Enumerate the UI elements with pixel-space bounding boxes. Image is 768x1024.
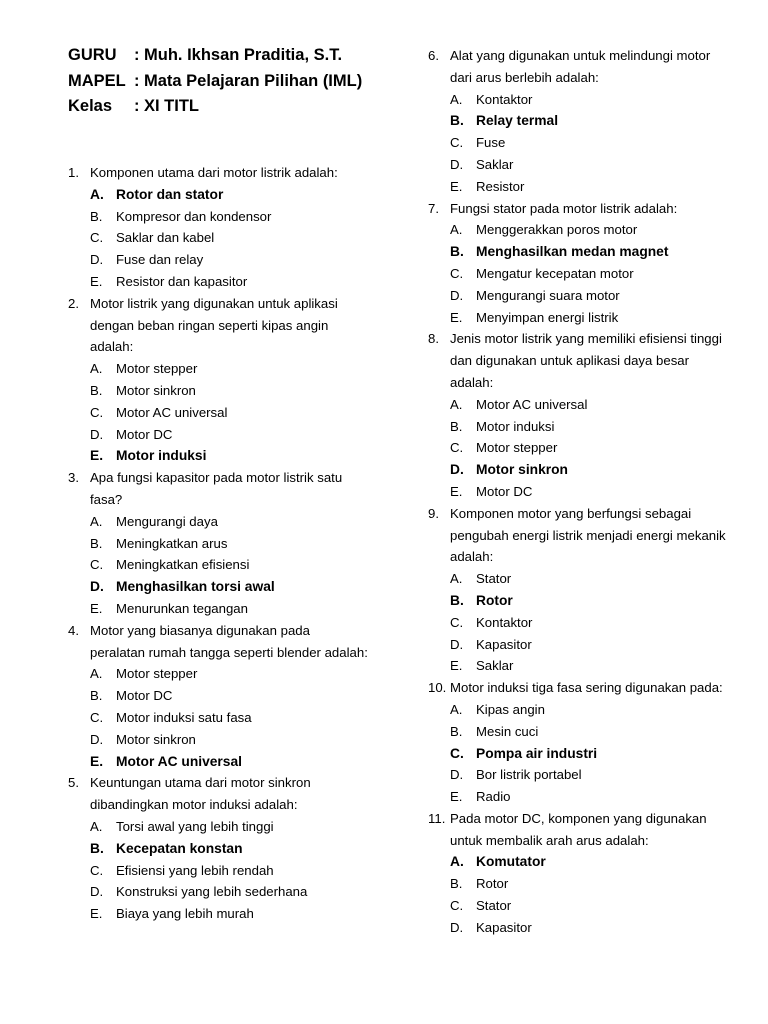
option-text: Motor stepper — [116, 666, 198, 682]
option-letter: D. — [90, 426, 104, 442]
question-block — [68, 467, 368, 620]
option-letter: B. — [450, 723, 463, 739]
option-text: Fuse dan relay — [116, 252, 204, 268]
question-stem — [68, 162, 368, 184]
option-text: Kontaktor — [476, 91, 533, 107]
option-letter: A. — [450, 571, 463, 587]
question-stem — [428, 198, 728, 220]
question-number: 11. — [428, 810, 446, 826]
option-letter: E. — [450, 309, 463, 325]
question-stem — [428, 328, 728, 393]
header-value: Muh. Ikhsan Praditia, S.T. — [144, 46, 343, 64]
question-number: 7. — [428, 200, 439, 216]
answer-option-correct — [68, 184, 368, 206]
option-text: Kontaktor — [476, 614, 533, 630]
answer-option — [428, 895, 728, 917]
question-number: 2. — [68, 295, 79, 311]
question-text: Keuntungan utama dari motor sinkron dibandingkan motor induksi adalah: — [90, 775, 311, 813]
question-stem — [428, 503, 728, 568]
option-letter: A. — [450, 396, 463, 412]
option-letter: B. — [90, 535, 103, 551]
question-text: Komponen motor yang berfungsi sebagai pengubah energi listrik menjadi energi mekanik adalah: — [450, 505, 726, 565]
option-text: Konstruksi yang lebih sederhana — [116, 884, 308, 900]
answer-option — [428, 154, 728, 176]
option-text: Motor AC universal — [476, 396, 588, 412]
question-number: 3. — [68, 470, 79, 486]
option-text: Bor listrik portabel — [476, 767, 582, 783]
option-text: Torsi awal yang lebih tinggi — [116, 818, 274, 834]
answer-option-correct — [68, 445, 368, 467]
option-letter: E. — [90, 906, 103, 922]
question-block — [428, 677, 728, 808]
answer-option — [428, 655, 728, 677]
option-text: Mesin cuci — [476, 723, 539, 739]
question-number: 8. — [428, 331, 439, 347]
question-text: Apa fungsi kapasitor pada motor listrik satu fasa? — [90, 470, 343, 507]
option-letter: C. — [450, 898, 464, 914]
option-text: Kapasitor — [476, 919, 532, 935]
option-letter: B. — [450, 592, 464, 608]
answer-option-correct — [428, 241, 728, 263]
option-letter: D. — [450, 287, 464, 303]
answer-option-correct — [68, 751, 368, 773]
option-text: Menghasilkan torsi awal — [116, 579, 275, 595]
answer-option — [68, 271, 368, 293]
question-stem — [68, 293, 368, 358]
option-text: Efisiensi yang lebih rendah — [116, 862, 274, 878]
answer-option — [428, 263, 728, 285]
option-letter: A. — [450, 701, 463, 717]
option-text: Saklar — [476, 156, 514, 172]
question-column-left — [68, 162, 368, 925]
option-letter: C. — [450, 440, 464, 456]
option-text: Stator — [476, 898, 512, 914]
question-number: 1. — [68, 165, 79, 180]
option-text: Motor induksi — [476, 418, 555, 434]
answer-option-correct — [428, 851, 728, 873]
question-number: 9. — [428, 505, 439, 521]
header-value: XI TITL — [144, 97, 199, 115]
answer-option — [68, 860, 368, 882]
option-text: Saklar dan kabel — [116, 230, 215, 246]
option-text: Motor sinkron — [116, 731, 196, 747]
option-text: Kecepatan konstan — [116, 840, 243, 856]
answer-option — [68, 249, 368, 271]
answer-option — [428, 699, 728, 721]
question-block — [428, 808, 728, 939]
option-text: Kapasitor — [476, 636, 532, 652]
question-text: Jenis motor listrik yang memiliki efisiensi tinggi dan digunakan untuk aplikasi daya besar adalah: — [450, 331, 722, 390]
answer-option — [428, 176, 728, 198]
option-letter: A. — [90, 186, 104, 202]
option-text: Stator — [476, 571, 512, 587]
answer-option — [68, 903, 368, 925]
option-text: Motor induksi satu fasa — [116, 709, 252, 725]
question-text: Fungsi stator pada motor listrik adalah: — [450, 200, 678, 216]
question-number: 5. — [68, 775, 79, 791]
answer-option — [428, 307, 728, 329]
option-letter: C. — [90, 557, 104, 573]
option-letter: D. — [90, 884, 104, 900]
option-letter: B. — [450, 876, 463, 892]
option-text: Resistor dan kapasitor — [116, 273, 248, 289]
answer-option — [428, 416, 728, 438]
option-letter: B. — [90, 840, 104, 856]
option-text: Motor DC — [116, 426, 173, 442]
answer-option — [68, 729, 368, 751]
question-number: 10. — [428, 680, 447, 696]
option-text: Menyimpan energi listrik — [476, 309, 619, 325]
option-text: Menghasilkan medan magnet — [476, 244, 669, 260]
option-letter: D. — [450, 636, 464, 652]
answer-option — [68, 402, 368, 424]
option-text: Motor sinkron — [116, 382, 196, 398]
answer-option — [68, 227, 368, 249]
option-text: Rotor — [476, 592, 513, 608]
answer-option-correct — [68, 838, 368, 860]
question-number: 6. — [428, 48, 439, 63]
question-stem — [68, 772, 368, 816]
answer-option — [428, 568, 728, 590]
option-letter: E. — [450, 483, 463, 499]
answer-option — [68, 206, 368, 228]
header-value: Mata Pelajaran Pilihan (IML) — [144, 71, 363, 90]
header-label: MAPEL — [68, 71, 126, 90]
option-letter: D. — [450, 156, 464, 172]
option-text: Kompresor dan kondensor — [116, 208, 272, 224]
question-stem — [428, 677, 728, 699]
option-text: Rotor — [476, 876, 509, 892]
option-letter: B. — [90, 382, 103, 398]
question-text: Pada motor DC, komponen yang digunakan untuk membalik arah arus adalah: — [450, 810, 707, 848]
answer-option — [68, 358, 368, 380]
option-letter: C. — [90, 709, 104, 725]
option-letter: C. — [450, 745, 464, 761]
answer-option — [68, 533, 368, 555]
question-block — [428, 45, 728, 198]
answer-option-correct — [428, 110, 728, 132]
answer-option — [428, 219, 728, 241]
answer-option — [68, 380, 368, 402]
option-letter: D. — [90, 252, 104, 268]
option-text: Mengurangi daya — [116, 513, 218, 529]
option-letter: C. — [90, 862, 104, 878]
option-letter: D. — [90, 579, 104, 595]
answer-option — [68, 598, 368, 620]
option-letter: B. — [450, 113, 464, 129]
option-text: Fuse — [476, 135, 506, 151]
option-text: Komutator — [476, 854, 546, 870]
option-text: Menggerakkan poros motor — [476, 222, 638, 238]
question-block — [68, 293, 368, 467]
answer-option — [68, 881, 368, 903]
question-stem — [428, 808, 728, 852]
option-text: Saklar — [476, 658, 514, 674]
header-row-class — [68, 97, 362, 123]
question-text: Motor yang biasanya digunakan pada peralatan rumah tangga seperti blender adalah: — [90, 622, 368, 660]
option-text: Motor AC universal — [116, 753, 242, 769]
document-header — [68, 46, 362, 123]
option-letter: C. — [90, 230, 104, 246]
option-letter: D. — [90, 731, 104, 747]
answer-option — [428, 764, 728, 786]
option-letter: D. — [450, 767, 464, 783]
option-text: Biaya yang lebih murah — [116, 906, 254, 922]
answer-option — [428, 873, 728, 895]
question-column-right — [428, 45, 728, 939]
option-text: Motor stepper — [476, 440, 558, 456]
answer-option — [428, 634, 728, 656]
option-text: Menurunkan tegangan — [116, 600, 248, 616]
option-letter: E. — [90, 273, 103, 289]
option-letter: D. — [450, 919, 464, 935]
option-letter: E. — [90, 448, 104, 464]
header-row-subject — [68, 72, 362, 98]
option-text: Motor DC — [116, 688, 173, 704]
option-letter: A. — [90, 513, 103, 529]
answer-option-correct — [428, 459, 728, 481]
question-stem — [68, 467, 368, 511]
option-text: Motor sinkron — [476, 462, 568, 478]
option-text: Meningkatkan efisiensi — [116, 557, 250, 573]
option-letter: C. — [90, 404, 104, 420]
answer-option — [428, 89, 728, 111]
answer-option — [428, 394, 728, 416]
question-number: 4. — [68, 622, 79, 638]
question-block — [68, 162, 368, 293]
header-separator: : — [134, 46, 140, 64]
header-separator: : — [134, 97, 140, 115]
option-letter: B. — [450, 418, 463, 434]
question-stem — [428, 45, 728, 89]
answer-option-correct — [428, 743, 728, 765]
header-row-teacher — [68, 46, 362, 72]
answer-option — [428, 132, 728, 154]
option-letter: A. — [90, 361, 103, 377]
option-letter: E. — [90, 600, 103, 616]
option-text: Motor DC — [476, 483, 533, 499]
question-text: Alat yang digunakan untuk melindungi motor dari arus berlebih adalah: — [450, 48, 711, 85]
option-letter: A. — [450, 854, 464, 870]
answer-option — [428, 786, 728, 808]
answer-option — [428, 437, 728, 459]
option-letter: A. — [450, 91, 463, 107]
answer-option-correct — [428, 590, 728, 612]
option-text: Pompa air industri — [476, 745, 598, 761]
answer-option — [428, 612, 728, 634]
option-text: Motor stepper — [116, 361, 198, 377]
option-letter: A. — [90, 666, 103, 682]
question-block — [428, 328, 728, 502]
answer-option-correct — [68, 576, 368, 598]
header-label: Kelas — [68, 97, 113, 115]
question-text: Komponen utama dari motor listrik adalah: — [90, 165, 338, 180]
answer-option — [68, 685, 368, 707]
question-block — [68, 620, 368, 773]
option-letter: C. — [450, 265, 464, 281]
answer-option — [68, 816, 368, 838]
answer-option — [68, 511, 368, 533]
option-letter: B. — [90, 688, 103, 704]
option-letter: E. — [90, 753, 104, 769]
option-letter: D. — [450, 462, 464, 478]
question-text: Motor listrik yang digunakan untuk aplikasi dengan beban ringan seperti kipas angin adalah: — [90, 295, 338, 355]
option-text: Rotor dan stator — [116, 186, 224, 202]
header-label: GURU — [68, 46, 117, 64]
option-letter: C. — [450, 614, 464, 630]
question-text: Motor induksi tiga fasa sering digunakan pada: — [450, 680, 723, 696]
option-text: Motor induksi — [116, 448, 207, 464]
option-text: Motor AC universal — [116, 404, 228, 420]
answer-option — [68, 424, 368, 446]
option-letter: A. — [450, 222, 463, 238]
option-text: Relay termal — [476, 113, 559, 129]
option-text: Mengurangi suara motor — [476, 287, 620, 303]
option-text: Mengatur kecepatan motor — [476, 265, 634, 281]
option-text: Kipas angin — [476, 701, 545, 717]
option-text: Meningkatkan arus — [116, 535, 228, 551]
option-letter: E. — [450, 658, 463, 674]
answer-option — [68, 707, 368, 729]
answer-option — [428, 285, 728, 307]
option-text: Resistor — [476, 178, 525, 194]
option-letter: E. — [450, 178, 463, 194]
header-separator: : — [134, 71, 140, 90]
answer-option — [428, 721, 728, 743]
option-letter: B. — [450, 244, 464, 260]
option-letter: A. — [90, 818, 103, 834]
option-letter: B. — [90, 208, 103, 224]
question-stem — [68, 620, 368, 664]
question-block — [428, 198, 728, 329]
option-letter: E. — [450, 789, 463, 805]
answer-option — [428, 481, 728, 503]
answer-option — [68, 663, 368, 685]
answer-option — [68, 554, 368, 576]
question-block — [68, 772, 368, 925]
answer-option — [428, 917, 728, 939]
option-text: Radio — [476, 789, 511, 805]
question-block — [428, 503, 728, 677]
option-letter: C. — [450, 135, 464, 151]
